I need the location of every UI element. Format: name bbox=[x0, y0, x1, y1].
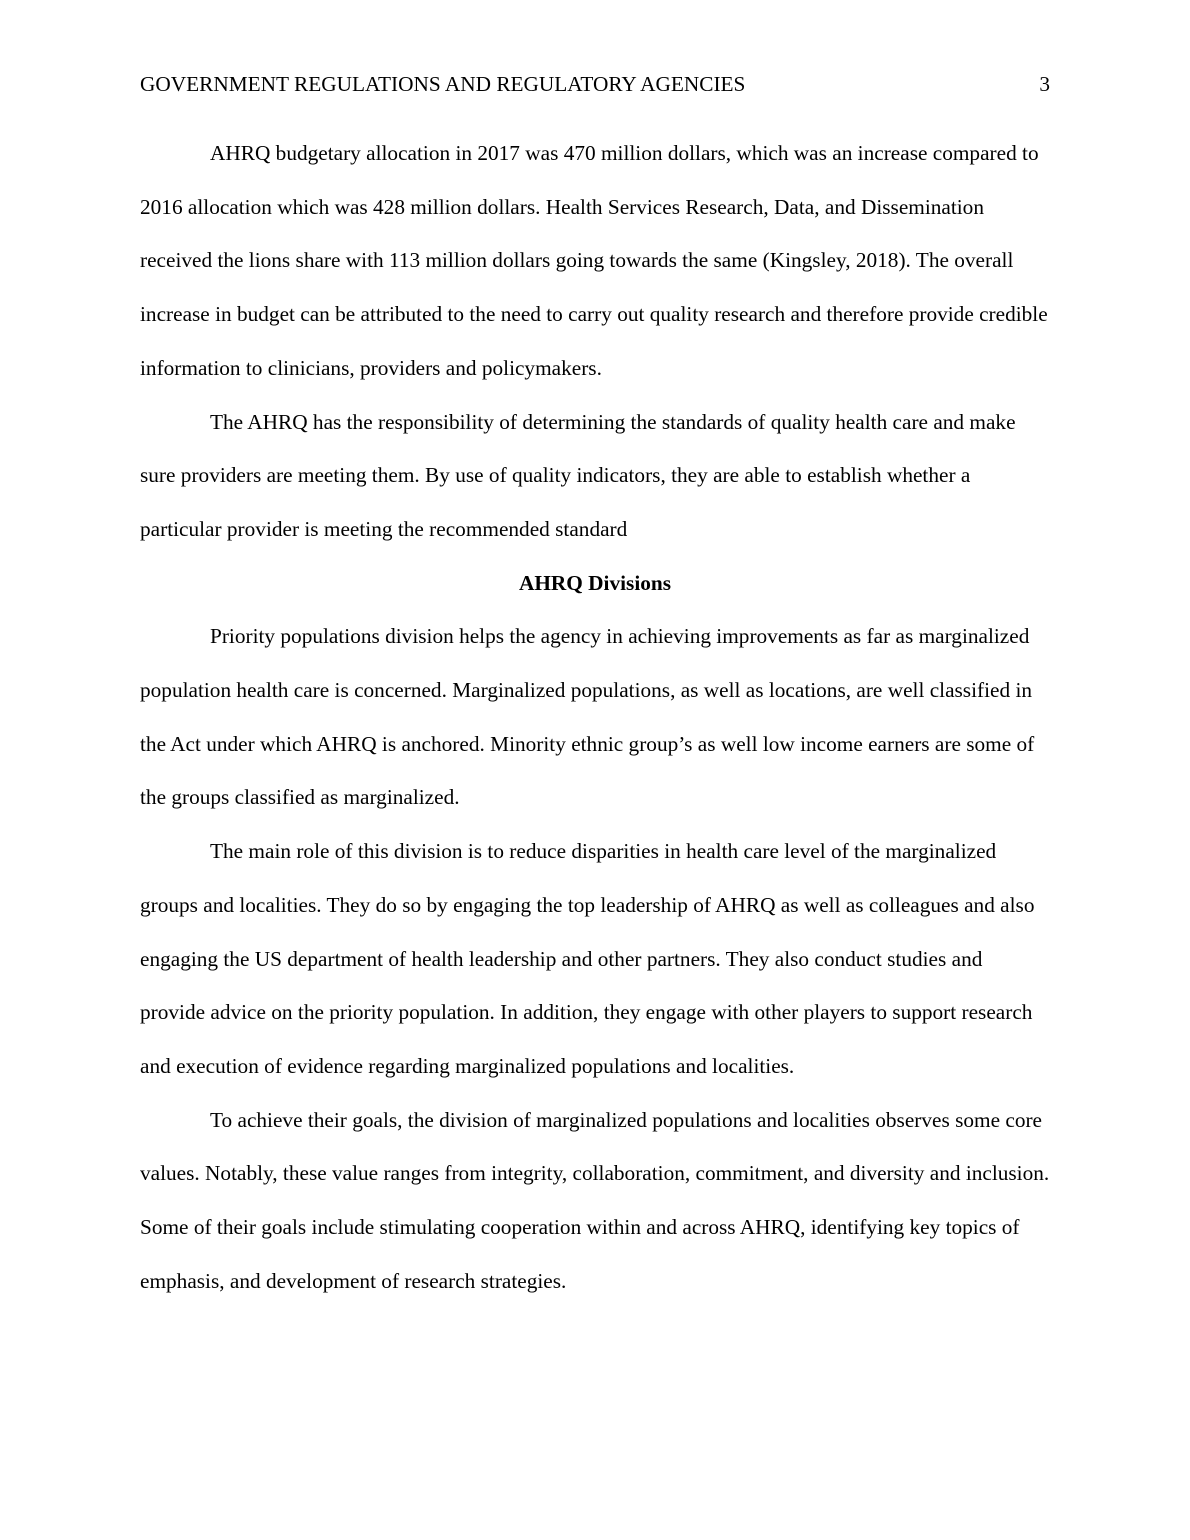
paragraph-responsibility: The AHRQ has the responsibility of determining the standards of quality health care and make sure providers are meeting them. By use of quality indicators, they are able to establish whether a particular provider is meeting the recommended standard bbox=[140, 409, 1016, 541]
document-body bbox=[140, 127, 1050, 1308]
page-number: 3 bbox=[1039, 72, 1050, 96]
paragraph-core-values: To achieve their goals, the division of marginalized populations and localities observes some core values. Notably, these value ranges from integrity, collaboration, commitment, and diversity and inclusion. Some of their goals include stimulating cooperation within and across AHRQ, identifying key topics of emphasis, and development of research strategies. bbox=[140, 1107, 1050, 1293]
section-heading: AHRQ Divisions bbox=[518, 570, 672, 595]
paragraph-priority-populations: Priority populations division helps the agency in achieving improvements as far as marginalized population health care is concerned. Marginalized populations, as well as locations, are well classified in the Act under which AHRQ is anchored. Minority ethnic group’s as well low income earners are some of the groups classified as marginalized. bbox=[140, 624, 1035, 810]
paragraph-main-role: The main role of this division is to reduce disparities in health care level of the marginalized groups and localities. They do so by engaging the top leadership of AHRQ as well as colleagues and also engaging the US department of health leadership and other partners. They also conduct studies and provide advice on the priority population. In addition, they engage with other players to support research and execution of evidence regarding marginalized populations and localities. bbox=[140, 839, 1035, 1078]
running-head bbox=[140, 70, 1050, 98]
paragraph-budget: AHRQ budgetary allocation in 2017 was 470 million dollars, which was an increase compared to 2016 allocation which was 428 million dollars. Health Services Research, Data, and Dissemination received the lions share with 113 million dollars going towards the same (Kingsley, 2018). The overall increase in budget can be attributed to the need to carry out quality research and therefore provide credible information to clinicians, providers and policymakers. bbox=[140, 141, 1048, 380]
running-head-title: GOVERNMENT REGULATIONS AND REGULATORY AGENCIES bbox=[140, 72, 746, 96]
